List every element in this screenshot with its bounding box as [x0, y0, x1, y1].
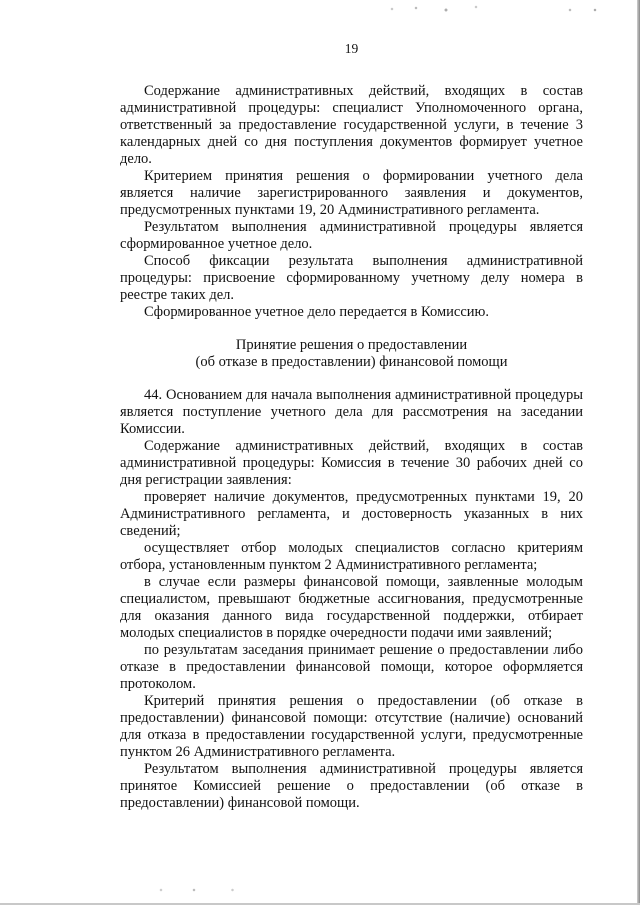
document-page	[120, 40, 583, 812]
paragraph-content-actions: Содержание административных действий, входящих в состав административной процедуры: специалист Уполномоченного органа, ответственный за предоставление государственной услуги, в течение 3 календарных дней со дня поступления документов формирует учетное дело.	[120, 83, 583, 167]
section-heading-line-1: Принятие решения о предоставлении	[235, 337, 468, 353]
list-item-check-documents: проверяет наличие документов, предусмотренных пунктами 19, 20 Административного регламента, и достоверность указанных в них сведений;	[120, 489, 583, 539]
scan-noise-top	[380, 4, 500, 14]
section-heading-line-2: (об отказе в предоставлении) финансовой помощи	[195, 354, 508, 370]
paragraph-fixation-method: Способ фиксации результата выполнения административной процедуры: присвоение сформированному учетному делу номера в реестре таких дел.	[120, 253, 583, 303]
list-item-meeting-decision: по результатам заседания принимает решение о предоставлении либо отказе в предоставлении финансовой помощи, которое оформляется протоколом.	[120, 642, 583, 692]
list-item-select-specialists: осуществляет отбор молодых специалистов согласно критериям отбора, установленным пунктом 2 Административного регламента;	[120, 540, 583, 573]
paragraph-procedure-result-aid: Результатом выполнения административной процедуры является принятое Комиссией решение о предоставлении (об отказе в предоставлении) финансовой помощи.	[120, 761, 583, 811]
scan-noise-bottom	[150, 887, 260, 893]
paragraph-commission-actions: Содержание административных действий, входящих в состав административной процедуры: Комиссия в течение 30 рабочих дней со дня регистрации заявления:	[120, 438, 583, 488]
paragraph-procedure-result: Результатом выполнения административной процедуры является сформированное учетное дело.	[120, 219, 583, 252]
section-heading	[120, 337, 583, 371]
list-item-budget-exceeded: в случае если размеры финансовой помощи, заявленные молодым специалистом, превышают бюджетные ассигнования, предусмотренные для оказания данного вида государственной поддержки, отбирает молодых специалистов в порядке очередности подачи ими заявлений;	[120, 574, 583, 641]
paragraph-transfer-to-commission: Сформированное учетное дело передается в Комиссию.	[144, 304, 489, 320]
paragraph-decision-criterion: Критерием принятия решения о формировании учетного дела является наличие зарегистрированного заявления и документов, предусмотренных пунктами 19, 20 Административного регламента.	[120, 168, 583, 218]
paragraph-decision-criterion-aid: Критерий принятия решения о предоставлении (об отказе в предоставлении) финансовой помощи: отсутствие (наличие) оснований для отказа в предоставлении государственной услуги, предусмотренные пунктом 26 Административного регламента.	[120, 693, 583, 760]
page-number: 19	[344, 41, 359, 56]
paragraph-44-basis: 44. Основанием для начала выполнения административной процедуры является поступление учетного дела для рассмотрения на заседании Комиссии.	[120, 387, 583, 437]
scan-noise-top-right	[560, 6, 610, 14]
